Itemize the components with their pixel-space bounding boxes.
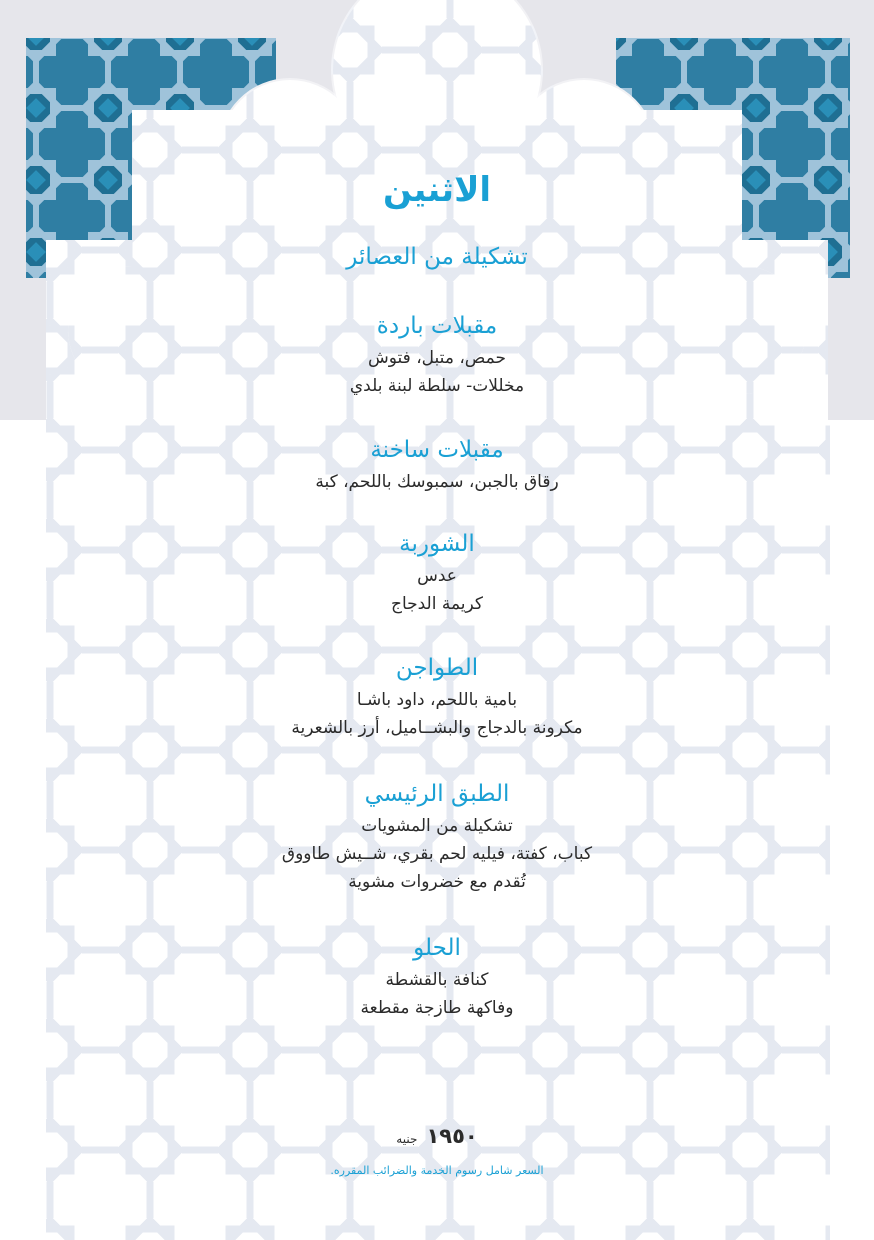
menu-item: عدس [417,566,457,586]
price-value: ١٩٥٠ [426,1124,478,1148]
menu-item: رقاق بالجبن، سمبوسك باللحم، كبة [315,472,559,492]
menu-item: تشكيلة من المشويات [361,816,513,836]
day-title: الاثنين [382,170,492,210]
menu-item: مكرونة بالدجاج والبشــاميل، أرز بالشعرية [291,718,583,738]
section-dessert [0,930,874,1022]
section-cold-appetizers [0,308,874,400]
price-currency: جنيه [396,1132,418,1146]
menu-item: وفاكهة طازجة مقطعة [360,998,514,1018]
menu-subtitle: تشكيلة من العصائر [346,244,528,270]
menu-item: مخللات- سلطة لبنة بلدي [349,376,525,396]
menu-item: كريمة الدجاج [390,594,484,614]
section-heading: الطواجن [395,655,479,681]
section-heading: الشوربة [399,531,475,557]
section-main-course [0,776,874,896]
menu-item: كباب، كفتة، فيليه لحم بقري، شــيش طاووق [281,844,593,864]
section-soup [0,526,874,618]
section-casseroles [0,650,874,742]
section-heading: مقبلات باردة [376,313,498,339]
price-note: السعر شامل رسوم الخدمة والضرائب المقرره. [330,1164,544,1177]
menu-item: بامية باللحم، داود باشـا [356,690,518,710]
menu-item: حمص، متبل، فتوش [368,348,506,368]
menu-item: تُقدم مع خضروات مشوية [348,872,526,892]
section-heading: مقبلات ساخنة [370,437,504,463]
section-heading: الحلو [413,935,461,961]
menu-item: كنافة بالقشطة [385,970,489,990]
price [0,1124,874,1148]
section-heading: الطبق الرئيسي [364,781,510,807]
section-hot-appetizers [0,432,874,496]
